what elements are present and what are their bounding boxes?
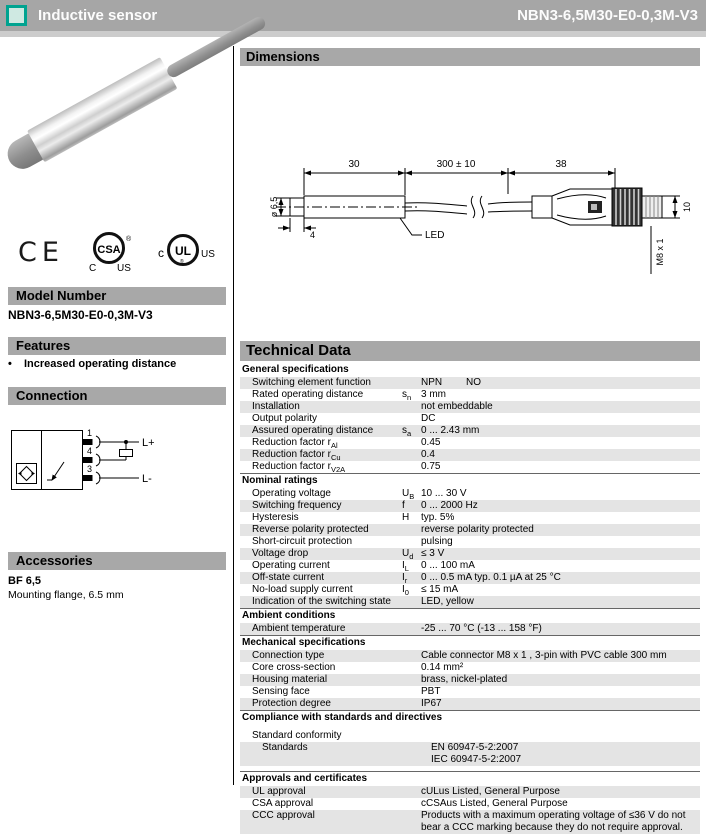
spec-section-header: Approvals and certificates xyxy=(240,771,700,786)
spec-value: 10 ... 30 V xyxy=(421,488,467,499)
spec-label: Rated operating distance xyxy=(252,389,364,400)
spec-value: 3 mm xyxy=(421,389,446,400)
spec-value: 0.14 mm² xyxy=(421,662,464,673)
spec-symbol xyxy=(402,662,421,674)
resistor-symbol-icon xyxy=(120,440,133,460)
spec-section-header: General specifications xyxy=(242,364,349,375)
spec-row xyxy=(240,536,700,548)
spec-value: cCSAus Listed, General Purpose xyxy=(421,798,568,809)
spec-symbol xyxy=(402,650,421,662)
spec-symbol xyxy=(402,730,421,742)
svg-text:300 ± 10: 300 ± 10 xyxy=(436,159,476,170)
spec-label: Indication of the switching state xyxy=(252,596,391,607)
csa-logo xyxy=(85,230,135,274)
spec-label: UL approval xyxy=(252,786,306,797)
feature-item xyxy=(8,358,176,370)
spec-symbol xyxy=(402,623,421,635)
spec-value: pulsing xyxy=(421,536,453,547)
spec-value: cULus Listed, General Purpose xyxy=(421,786,560,797)
spec-label: CSA approval xyxy=(252,798,314,809)
spec-row xyxy=(240,572,700,584)
spec-row xyxy=(240,449,700,461)
spec-symbol: f xyxy=(402,500,405,511)
spec-row xyxy=(240,698,700,710)
features-header: Features xyxy=(8,337,226,355)
certification-logos xyxy=(8,228,224,276)
spec-symbol xyxy=(402,798,421,810)
spec-row xyxy=(240,461,700,473)
spec-label: Installation xyxy=(252,401,300,412)
spec-value: 0 ... 2000 Hz xyxy=(421,500,478,511)
spec-value: ≤ 3 V xyxy=(421,548,445,559)
product-photo xyxy=(8,48,224,226)
spec-symbol xyxy=(402,786,421,798)
spec-symbol: $I_L$ xyxy=(402,560,409,573)
spec-symbol xyxy=(402,596,421,608)
spec-symbol: $I_r$ xyxy=(402,572,408,585)
spec-row xyxy=(240,623,700,635)
spec-row xyxy=(240,560,700,572)
spec-symbol xyxy=(402,810,421,834)
spec-symbol: $s_a$ xyxy=(402,425,412,438)
svg-text:®: ® xyxy=(179,259,184,265)
spec-symbol xyxy=(402,449,421,461)
accessories-header: Accessories xyxy=(8,552,226,570)
svg-text:US: US xyxy=(116,263,131,274)
spec-value: not embeddable xyxy=(421,401,493,412)
model-number-value: NBN3-6,5M30-E0-0,3M-V3 xyxy=(8,308,153,322)
spec-value: LED, yellow xyxy=(421,596,474,607)
spec-value: 0 ... 100 mA xyxy=(421,560,475,571)
spec-label: Protection degree xyxy=(252,698,331,709)
spec-label: Standards xyxy=(262,742,308,753)
accessory-description: Mounting flange, 6.5 mm xyxy=(8,589,124,601)
spec-row xyxy=(240,512,700,524)
spec-value: 0.45 xyxy=(421,437,441,448)
spec-row xyxy=(240,686,700,698)
spec-label: Hysteresis xyxy=(252,512,299,523)
dimension-drawing xyxy=(270,152,702,284)
spec-label: Operating voltage xyxy=(252,488,331,499)
spec-section-header: Ambient conditions xyxy=(240,608,700,623)
spec-label: Off-state current xyxy=(252,572,325,583)
spec-symbol xyxy=(402,698,421,710)
spec-row xyxy=(240,596,700,608)
spec-value: 0 ... 0.5 mA typ. 0.1 µA at 25 °C xyxy=(421,572,561,583)
svg-text:4: 4 xyxy=(87,446,93,456)
spec-label: Operating current xyxy=(252,560,330,571)
svg-text:1: 1 xyxy=(87,428,93,438)
svg-text:3: 3 xyxy=(87,464,93,474)
spec-label: Reduction factor $r_{V2A}$ xyxy=(252,461,346,474)
spec-row xyxy=(240,377,700,389)
svg-text:L-: L- xyxy=(142,473,152,485)
spec-label: Reverse polarity protected xyxy=(252,524,369,535)
spec-row xyxy=(240,437,700,449)
top-header-bar xyxy=(0,0,706,31)
spec-row xyxy=(240,425,700,437)
svg-text:38: 38 xyxy=(555,159,567,170)
spec-row xyxy=(240,810,700,834)
svg-text:30: 30 xyxy=(348,159,360,170)
brand-square-icon xyxy=(6,5,27,26)
spec-symbol: H xyxy=(402,512,410,523)
spec-symbol: $I_0$ xyxy=(402,584,409,597)
column-divider xyxy=(233,46,234,785)
connection-diagram xyxy=(8,420,168,500)
spec-value: NPN NO xyxy=(421,377,481,388)
spec-label: Core cross-section xyxy=(252,662,336,673)
spec-label: Sensing face xyxy=(252,686,310,697)
spec-row xyxy=(240,584,700,596)
header-shadow-strip xyxy=(0,31,706,37)
spec-label: Ambient temperature xyxy=(252,623,346,634)
header-part-number: NBN3-6,5M30-E0-0,3M-V3 xyxy=(517,7,698,24)
spec-label: Assured operating distance xyxy=(252,425,374,436)
svg-text:US: US xyxy=(200,249,215,260)
spec-row xyxy=(240,488,700,500)
spec-value xyxy=(421,730,700,742)
spec-value: Products with a maximum operating voltage of ≤36 V do not bear a CCC marking because they do not require approval. xyxy=(421,810,686,833)
sensor-body xyxy=(27,57,177,162)
spec-symbol xyxy=(402,461,421,473)
spec-value: DC xyxy=(421,413,436,424)
spec-value: 0.4 xyxy=(421,449,435,460)
spec-label: Switching element function xyxy=(252,377,371,388)
spec-symbol: $s_n$ xyxy=(402,389,412,402)
spec-row xyxy=(240,662,700,674)
spec-label: Housing material xyxy=(252,674,328,685)
spec-section-header: Nominal ratings xyxy=(240,473,700,488)
svg-text:UL: UL xyxy=(174,244,191,258)
spec-value: reverse polarity protected xyxy=(421,524,534,535)
svg-text:C: C xyxy=(88,263,97,274)
accessory-name: BF 6,5 xyxy=(8,575,42,587)
spec-value: ≤ 15 mA xyxy=(421,584,459,595)
spec-value: Cable connector M8 x 1 , 3-pin with PVC cable 300 mm xyxy=(421,650,667,661)
spec-label: Reduction factor $r_{Cu}$ xyxy=(252,449,341,462)
spec-row xyxy=(240,413,700,425)
spec-symbol xyxy=(402,686,421,698)
svg-text:c: c xyxy=(157,246,164,260)
spec-symbol: $U_B$ xyxy=(402,488,415,501)
spec-symbol: $U_d$ xyxy=(402,548,414,561)
svg-text:CSA: CSA xyxy=(97,244,121,256)
svg-text:®: ® xyxy=(125,236,132,243)
svg-text:ø 6,5: ø 6,5 xyxy=(269,196,279,218)
spec-label: CCC approval xyxy=(252,810,315,821)
spec-row xyxy=(240,524,700,536)
spec-value: 0.75 xyxy=(421,461,441,472)
spec-label: Connection type xyxy=(252,650,325,661)
spec-label: Switching frequency xyxy=(252,500,342,511)
spec-value: 0 ... 2.43 mm xyxy=(421,425,480,436)
svg-text:10: 10 xyxy=(682,201,692,213)
spec-section-header: Compliance with standards and directives xyxy=(240,710,700,725)
spec-row xyxy=(240,798,700,810)
spec-symbol xyxy=(402,377,421,389)
spec-value: -25 ... 70 °C (-13 ... 158 °F) xyxy=(421,623,542,634)
spec-symbol xyxy=(402,674,421,686)
sensor-symbol-icon xyxy=(17,464,37,484)
spec-label: Output polarity xyxy=(252,413,318,424)
spec-symbol xyxy=(402,536,421,548)
spec-value: IP67 xyxy=(421,698,442,709)
spec-value: PBT xyxy=(421,686,441,697)
technical-data-table xyxy=(240,363,700,834)
spec-value: typ. 5% xyxy=(421,512,455,523)
feature-text: Increased operating distance xyxy=(24,358,177,370)
bullet-icon: • xyxy=(8,358,12,370)
svg-text:M8 x 1: M8 x 1 xyxy=(655,238,665,266)
connection-header: Connection xyxy=(8,387,226,405)
spec-row xyxy=(240,548,700,560)
spec-symbol xyxy=(402,401,421,413)
spec-row xyxy=(240,674,700,686)
spec-row xyxy=(240,742,700,766)
spec-row xyxy=(240,389,700,401)
spec-label: No-load supply current xyxy=(252,584,353,595)
model-number-header: Model Number xyxy=(8,287,226,305)
spec-symbol xyxy=(402,413,421,425)
spec-section-header: Mechanical specifications xyxy=(240,635,700,650)
technical-data-header: Technical Data xyxy=(240,341,700,361)
spec-row xyxy=(240,730,700,742)
spec-row xyxy=(240,500,700,512)
spec-symbol xyxy=(412,742,431,766)
spec-row xyxy=(240,401,700,413)
spec-value: brass, nickel-plated xyxy=(421,674,508,685)
spec-symbol xyxy=(402,437,421,449)
product-family-title: Inductive sensor xyxy=(38,7,158,24)
ce-mark-logo: CE xyxy=(18,236,64,268)
spec-label: Voltage drop xyxy=(252,548,309,559)
spec-symbol xyxy=(402,524,421,536)
dimensions-header: Dimensions xyxy=(240,48,700,66)
spec-label: Reduction factor $r_{Al}$ xyxy=(252,437,338,450)
spec-row xyxy=(240,650,700,662)
svg-text:LED: LED xyxy=(425,230,445,241)
spec-label: Short-circuit protection xyxy=(252,536,353,547)
svg-text:4: 4 xyxy=(310,230,316,240)
spec-row xyxy=(240,786,700,798)
ul-logo xyxy=(156,230,214,274)
svg-text:L+: L+ xyxy=(142,437,155,449)
spec-value: EN 60947-5-2:2007 IEC 60947-5-2:2007 xyxy=(431,742,522,765)
spec-label: Standard conformity xyxy=(252,730,342,741)
